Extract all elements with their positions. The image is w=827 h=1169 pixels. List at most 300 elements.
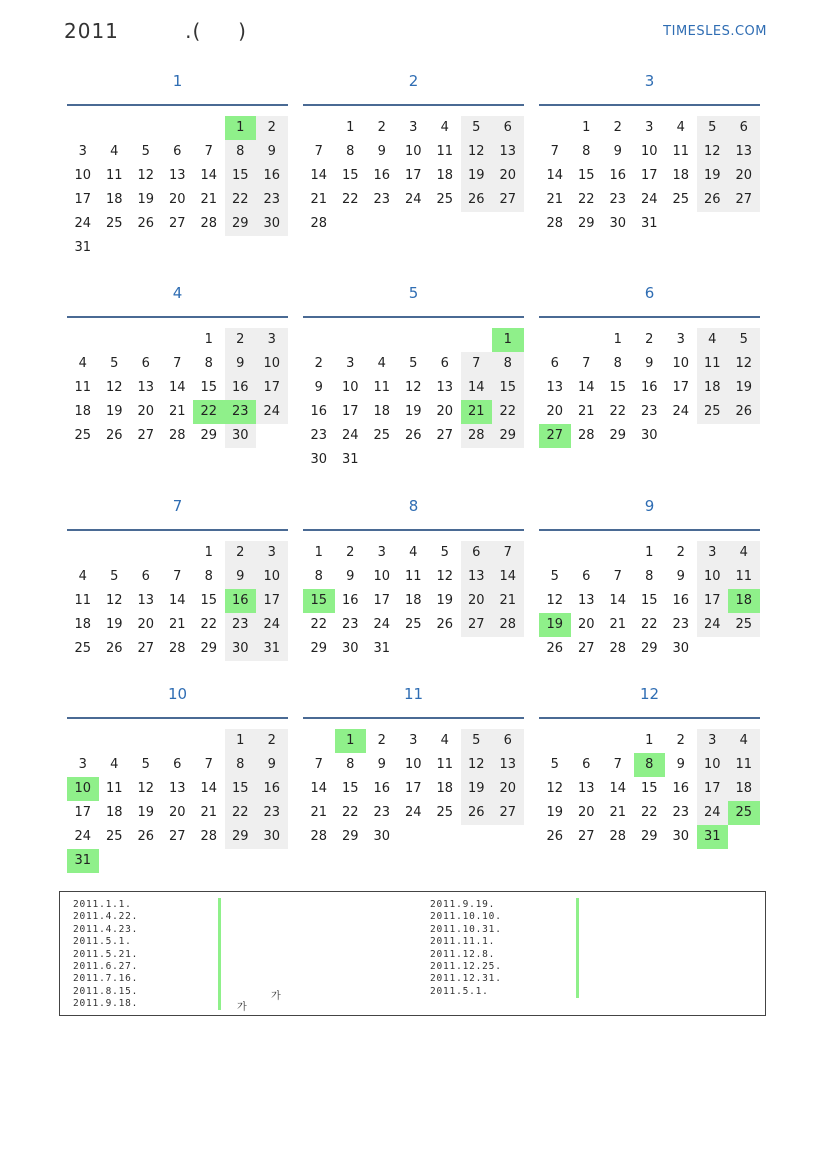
day-cell[interactable]: 13 <box>436 380 454 395</box>
holiday-day[interactable]: 21 <box>461 400 493 424</box>
day-cell[interactable]: 27 <box>492 188 524 212</box>
day-cell[interactable]: 9 <box>377 144 386 159</box>
day-cell[interactable]: 2 <box>377 733 386 748</box>
day-cell[interactable]: 4 <box>676 120 685 135</box>
day-cell[interactable]: 3 <box>697 541 729 565</box>
day-cell[interactable]: 4 <box>110 144 119 159</box>
day-cell[interactable]: 24 <box>373 617 391 632</box>
day-cell[interactable]: 29 <box>640 829 658 844</box>
day-cell[interactable]: 28 <box>310 829 328 844</box>
day-cell[interactable]: 18 <box>728 777 760 801</box>
day-cell[interactable]: 4 <box>728 541 760 565</box>
site-logo[interactable]: TIMESLES.COM <box>663 24 767 39</box>
day-cell[interactable]: 13 <box>461 565 493 589</box>
day-cell[interactable]: 5 <box>550 757 559 772</box>
day-cell[interactable]: 2 <box>613 120 622 135</box>
day-cell[interactable]: 20 <box>546 404 564 419</box>
day-cell[interactable]: 27 <box>461 613 493 637</box>
day-cell[interactable]: 26 <box>137 216 155 231</box>
day-cell[interactable]: 21 <box>310 805 328 820</box>
day-cell[interactable]: 23 <box>609 192 627 207</box>
day-cell[interactable]: 5 <box>110 356 119 371</box>
day-cell[interactable]: 9 <box>346 569 355 584</box>
day-cell[interactable]: 25 <box>436 805 454 820</box>
day-cell[interactable]: 9 <box>314 380 323 395</box>
day-cell[interactable]: 29 <box>492 424 524 448</box>
day-cell[interactable]: 28 <box>461 424 493 448</box>
day-cell[interactable]: 4 <box>409 545 418 560</box>
day-cell[interactable]: 19 <box>697 164 729 188</box>
day-cell[interactable]: 26 <box>697 188 729 212</box>
day-cell[interactable]: 24 <box>697 801 729 825</box>
day-cell[interactable]: 20 <box>577 805 595 820</box>
day-cell[interactable]: 10 <box>256 565 288 589</box>
day-cell[interactable]: 20 <box>461 589 493 613</box>
day-cell[interactable]: 21 <box>609 617 627 632</box>
day-cell[interactable]: 29 <box>225 825 257 849</box>
day-cell[interactable]: 24 <box>256 613 288 637</box>
day-cell[interactable]: 5 <box>728 328 760 352</box>
day-cell[interactable]: 12 <box>546 781 564 796</box>
day-cell[interactable]: 28 <box>609 829 627 844</box>
day-cell[interactable]: 6 <box>141 356 150 371</box>
day-cell[interactable]: 12 <box>137 781 155 796</box>
day-cell[interactable]: 30 <box>672 829 690 844</box>
holiday-day[interactable]: 22 <box>193 400 225 424</box>
day-cell[interactable]: 7 <box>613 569 622 584</box>
day-cell[interactable]: 16 <box>225 376 257 400</box>
day-cell[interactable]: 3 <box>78 144 87 159</box>
holiday-day[interactable]: 10 <box>67 777 99 801</box>
holiday-day[interactable]: 16 <box>225 589 257 613</box>
day-cell[interactable]: 30 <box>225 424 257 448</box>
day-cell[interactable]: 20 <box>492 777 524 801</box>
day-cell[interactable]: 22 <box>577 192 595 207</box>
day-cell[interactable]: 23 <box>640 404 658 419</box>
day-cell[interactable]: 21 <box>492 589 524 613</box>
day-cell[interactable]: 9 <box>645 356 654 371</box>
day-cell[interactable]: 24 <box>404 805 422 820</box>
day-cell[interactable]: 17 <box>640 168 658 183</box>
day-cell[interactable]: 11 <box>697 352 729 376</box>
day-cell[interactable]: 17 <box>697 589 729 613</box>
day-cell[interactable]: 9 <box>676 569 685 584</box>
day-cell[interactable]: 14 <box>577 380 595 395</box>
day-cell[interactable]: 6 <box>550 356 559 371</box>
day-cell[interactable]: 7 <box>550 144 559 159</box>
day-cell[interactable]: 8 <box>225 753 257 777</box>
day-cell[interactable]: 7 <box>314 757 323 772</box>
day-cell[interactable]: 9 <box>613 144 622 159</box>
day-cell[interactable]: 25 <box>373 428 391 443</box>
day-cell[interactable]: 12 <box>404 380 422 395</box>
day-cell[interactable]: 2 <box>676 545 685 560</box>
day-cell[interactable]: 3 <box>697 729 729 753</box>
day-cell[interactable]: 16 <box>672 593 690 608</box>
day-cell[interactable]: 7 <box>314 144 323 159</box>
day-cell[interactable]: 23 <box>373 192 391 207</box>
day-cell[interactable]: 5 <box>141 144 150 159</box>
day-cell[interactable]: 27 <box>577 829 595 844</box>
day-cell[interactable]: 18 <box>373 404 391 419</box>
day-cell[interactable]: 8 <box>613 356 622 371</box>
day-cell[interactable]: 12 <box>461 753 493 777</box>
day-cell[interactable]: 26 <box>105 428 123 443</box>
day-cell[interactable]: 28 <box>310 216 328 231</box>
holiday-day[interactable]: 31 <box>697 825 729 849</box>
day-cell[interactable]: 1 <box>204 545 213 560</box>
day-cell[interactable]: 5 <box>461 729 493 753</box>
day-cell[interactable]: 20 <box>492 164 524 188</box>
day-cell[interactable]: 3 <box>78 757 87 772</box>
day-cell[interactable]: 8 <box>225 140 257 164</box>
day-cell[interactable]: 25 <box>672 192 690 207</box>
day-cell[interactable]: 28 <box>546 216 564 231</box>
day-cell[interactable]: 14 <box>492 565 524 589</box>
day-cell[interactable]: 20 <box>137 617 155 632</box>
day-cell[interactable]: 27 <box>137 641 155 656</box>
day-cell[interactable]: 8 <box>645 569 654 584</box>
day-cell[interactable]: 15 <box>225 777 257 801</box>
day-cell[interactable]: 11 <box>74 593 92 608</box>
day-cell[interactable]: 3 <box>676 332 685 347</box>
day-cell[interactable]: 7 <box>173 356 182 371</box>
day-cell[interactable]: 11 <box>105 168 123 183</box>
day-cell[interactable]: 15 <box>640 593 658 608</box>
day-cell[interactable]: 4 <box>697 328 729 352</box>
day-cell[interactable]: 26 <box>137 829 155 844</box>
day-cell[interactable]: 25 <box>436 192 454 207</box>
day-cell[interactable]: 9 <box>225 565 257 589</box>
day-cell[interactable]: 26 <box>546 641 564 656</box>
day-cell[interactable]: 5 <box>697 116 729 140</box>
day-cell[interactable]: 7 <box>582 356 591 371</box>
day-cell[interactable]: 17 <box>404 168 422 183</box>
day-cell[interactable]: 19 <box>137 192 155 207</box>
day-cell[interactable]: 18 <box>404 593 422 608</box>
day-cell[interactable]: 8 <box>346 757 355 772</box>
day-cell[interactable]: 25 <box>697 400 729 424</box>
day-cell[interactable]: 27 <box>492 801 524 825</box>
day-cell[interactable]: 29 <box>200 428 218 443</box>
day-cell[interactable]: 24 <box>341 428 359 443</box>
day-cell[interactable]: 30 <box>672 641 690 656</box>
day-cell[interactable]: 3 <box>256 541 288 565</box>
day-cell[interactable]: 28 <box>168 641 186 656</box>
day-cell[interactable]: 10 <box>404 757 422 772</box>
day-cell[interactable]: 29 <box>200 641 218 656</box>
day-cell[interactable]: 27 <box>577 641 595 656</box>
day-cell[interactable]: 19 <box>137 805 155 820</box>
day-cell[interactable]: 20 <box>436 404 454 419</box>
day-cell[interactable]: 25 <box>105 216 123 231</box>
day-cell[interactable]: 5 <box>550 569 559 584</box>
day-cell[interactable]: 26 <box>105 641 123 656</box>
day-cell[interactable]: 4 <box>440 733 449 748</box>
day-cell[interactable]: 14 <box>200 781 218 796</box>
day-cell[interactable]: 29 <box>225 212 257 236</box>
day-cell[interactable]: 22 <box>609 404 627 419</box>
day-cell[interactable]: 19 <box>546 805 564 820</box>
day-cell[interactable]: 18 <box>436 781 454 796</box>
day-cell[interactable]: 19 <box>105 617 123 632</box>
day-cell[interactable]: 6 <box>582 757 591 772</box>
day-cell[interactable]: 13 <box>728 140 760 164</box>
day-cell[interactable]: 24 <box>256 400 288 424</box>
holiday-day[interactable]: 25 <box>728 801 760 825</box>
day-cell[interactable]: 21 <box>546 192 564 207</box>
day-cell[interactable]: 30 <box>225 637 257 661</box>
day-cell[interactable]: 15 <box>609 380 627 395</box>
day-cell[interactable]: 13 <box>546 380 564 395</box>
day-cell[interactable]: 10 <box>672 356 690 371</box>
holiday-day[interactable]: 8 <box>634 753 666 777</box>
day-cell[interactable]: 10 <box>697 753 729 777</box>
day-cell[interactable]: 26 <box>436 617 454 632</box>
day-cell[interactable]: 15 <box>200 593 218 608</box>
day-cell[interactable]: 12 <box>436 569 454 584</box>
day-cell[interactable]: 7 <box>492 541 524 565</box>
day-cell[interactable]: 28 <box>492 613 524 637</box>
day-cell[interactable]: 14 <box>310 781 328 796</box>
day-cell[interactable]: 19 <box>461 164 493 188</box>
day-cell[interactable]: 3 <box>256 328 288 352</box>
day-cell[interactable]: 11 <box>436 757 454 772</box>
day-cell[interactable]: 25 <box>74 428 92 443</box>
day-cell[interactable]: 17 <box>373 593 391 608</box>
day-cell[interactable]: 22 <box>640 805 658 820</box>
day-cell[interactable]: 4 <box>78 356 87 371</box>
day-cell[interactable]: 29 <box>341 829 359 844</box>
day-cell[interactable]: 15 <box>577 168 595 183</box>
day-cell[interactable]: 3 <box>409 733 418 748</box>
day-cell[interactable]: 20 <box>168 192 186 207</box>
day-cell[interactable]: 7 <box>613 757 622 772</box>
day-cell[interactable]: 9 <box>225 352 257 376</box>
day-cell[interactable]: 16 <box>256 164 288 188</box>
day-cell[interactable]: 27 <box>168 829 186 844</box>
day-cell[interactable]: 31 <box>341 452 359 467</box>
day-cell[interactable]: 11 <box>404 569 422 584</box>
day-cell[interactable]: 1 <box>613 332 622 347</box>
day-cell[interactable]: 11 <box>436 144 454 159</box>
day-cell[interactable]: 2 <box>676 733 685 748</box>
holiday-day[interactable]: 1 <box>335 729 367 753</box>
day-cell[interactable]: 11 <box>728 565 760 589</box>
day-cell[interactable]: 15 <box>640 781 658 796</box>
day-cell[interactable]: 30 <box>373 829 391 844</box>
day-cell[interactable]: 16 <box>341 593 359 608</box>
day-cell[interactable]: 15 <box>341 168 359 183</box>
day-cell[interactable]: 22 <box>341 805 359 820</box>
day-cell[interactable]: 7 <box>461 352 493 376</box>
day-cell[interactable]: 23 <box>310 428 328 443</box>
day-cell[interactable]: 21 <box>168 617 186 632</box>
day-cell[interactable]: 2 <box>225 328 257 352</box>
holiday-day[interactable]: 1 <box>225 116 257 140</box>
day-cell[interactable]: 18 <box>436 168 454 183</box>
day-cell[interactable]: 4 <box>728 729 760 753</box>
day-cell[interactable]: 1 <box>645 545 654 560</box>
day-cell[interactable]: 7 <box>204 757 213 772</box>
day-cell[interactable]: 4 <box>78 569 87 584</box>
day-cell[interactable]: 30 <box>310 452 328 467</box>
day-cell[interactable]: 24 <box>640 192 658 207</box>
day-cell[interactable]: 6 <box>141 569 150 584</box>
day-cell[interactable]: 17 <box>74 192 92 207</box>
day-cell[interactable]: 21 <box>577 404 595 419</box>
day-cell[interactable]: 14 <box>461 376 493 400</box>
day-cell[interactable]: 2 <box>346 545 355 560</box>
day-cell[interactable]: 21 <box>310 192 328 207</box>
day-cell[interactable]: 1 <box>346 120 355 135</box>
day-cell[interactable]: 25 <box>74 641 92 656</box>
day-cell[interactable]: 8 <box>582 144 591 159</box>
day-cell[interactable]: 26 <box>461 188 493 212</box>
day-cell[interactable]: 6 <box>461 541 493 565</box>
day-cell[interactable]: 3 <box>645 120 654 135</box>
day-cell[interactable]: 22 <box>225 801 257 825</box>
day-cell[interactable]: 10 <box>404 144 422 159</box>
day-cell[interactable]: 15 <box>200 380 218 395</box>
holiday-day[interactable]: 15 <box>303 589 335 613</box>
day-cell[interactable]: 10 <box>341 380 359 395</box>
day-cell[interactable]: 7 <box>204 144 213 159</box>
day-cell[interactable]: 31 <box>373 641 391 656</box>
day-cell[interactable]: 6 <box>440 356 449 371</box>
day-cell[interactable]: 5 <box>409 356 418 371</box>
day-cell[interactable]: 18 <box>105 805 123 820</box>
day-cell[interactable]: 18 <box>672 168 690 183</box>
day-cell[interactable]: 14 <box>168 593 186 608</box>
holiday-day[interactable]: 1 <box>492 328 524 352</box>
day-cell[interactable]: 8 <box>492 352 524 376</box>
day-cell[interactable]: 28 <box>200 216 218 231</box>
day-cell[interactable]: 30 <box>256 825 288 849</box>
day-cell[interactable]: 14 <box>609 593 627 608</box>
day-cell[interactable]: 18 <box>697 376 729 400</box>
day-cell[interactable]: 13 <box>168 781 186 796</box>
day-cell[interactable]: 28 <box>609 641 627 656</box>
day-cell[interactable]: 31 <box>640 216 658 231</box>
day-cell[interactable]: 28 <box>577 428 595 443</box>
day-cell[interactable]: 8 <box>346 144 355 159</box>
day-cell[interactable]: 10 <box>640 144 658 159</box>
day-cell[interactable]: 9 <box>256 140 288 164</box>
day-cell[interactable]: 26 <box>728 400 760 424</box>
day-cell[interactable]: 23 <box>256 801 288 825</box>
day-cell[interactable]: 1 <box>204 332 213 347</box>
day-cell[interactable]: 24 <box>74 216 92 231</box>
day-cell[interactable]: 2 <box>225 541 257 565</box>
day-cell[interactable]: 10 <box>373 569 391 584</box>
day-cell[interactable]: 27 <box>436 428 454 443</box>
day-cell[interactable]: 5 <box>461 116 493 140</box>
day-cell[interactable]: 24 <box>672 404 690 419</box>
day-cell[interactable]: 14 <box>546 168 564 183</box>
day-cell[interactable]: 8 <box>204 356 213 371</box>
day-cell[interactable]: 15 <box>492 376 524 400</box>
holiday-day[interactable]: 23 <box>225 400 257 424</box>
day-cell[interactable]: 30 <box>609 216 627 231</box>
day-cell[interactable]: 1 <box>225 729 257 753</box>
day-cell[interactable]: 1 <box>645 733 654 748</box>
day-cell[interactable]: 31 <box>256 637 288 661</box>
day-cell[interactable]: 17 <box>74 805 92 820</box>
day-cell[interactable]: 12 <box>728 352 760 376</box>
day-cell[interactable]: 12 <box>105 380 123 395</box>
day-cell[interactable]: 23 <box>341 617 359 632</box>
day-cell[interactable]: 29 <box>310 641 328 656</box>
day-cell[interactable]: 13 <box>492 753 524 777</box>
day-cell[interactable]: 23 <box>672 617 690 632</box>
day-cell[interactable]: 24 <box>697 613 729 637</box>
day-cell[interactable]: 9 <box>256 753 288 777</box>
day-cell[interactable]: 4 <box>110 757 119 772</box>
day-cell[interactable]: 6 <box>173 144 182 159</box>
day-cell[interactable]: 3 <box>346 356 355 371</box>
day-cell[interactable]: 18 <box>74 404 92 419</box>
day-cell[interactable]: 23 <box>256 188 288 212</box>
holiday-day[interactable]: 31 <box>67 849 99 873</box>
day-cell[interactable]: 16 <box>672 781 690 796</box>
day-cell[interactable]: 13 <box>577 593 595 608</box>
day-cell[interactable]: 15 <box>341 781 359 796</box>
day-cell[interactable]: 30 <box>256 212 288 236</box>
day-cell[interactable]: 10 <box>697 565 729 589</box>
day-cell[interactable]: 30 <box>640 428 658 443</box>
day-cell[interactable]: 14 <box>168 380 186 395</box>
day-cell[interactable]: 16 <box>310 404 328 419</box>
day-cell[interactable]: 9 <box>676 757 685 772</box>
day-cell[interactable]: 11 <box>105 781 123 796</box>
day-cell[interactable]: 6 <box>173 757 182 772</box>
day-cell[interactable]: 24 <box>74 829 92 844</box>
day-cell[interactable]: 21 <box>168 404 186 419</box>
day-cell[interactable]: 3 <box>409 120 418 135</box>
day-cell[interactable]: 14 <box>310 168 328 183</box>
day-cell[interactable]: 27 <box>728 188 760 212</box>
day-cell[interactable]: 27 <box>137 428 155 443</box>
day-cell[interactable]: 1 <box>314 545 323 560</box>
day-cell[interactable]: 17 <box>256 589 288 613</box>
day-cell[interactable]: 11 <box>373 380 391 395</box>
day-cell[interactable]: 12 <box>461 140 493 164</box>
day-cell[interactable]: 30 <box>341 641 359 656</box>
day-cell[interactable]: 13 <box>577 781 595 796</box>
day-cell[interactable]: 12 <box>697 140 729 164</box>
day-cell[interactable]: 25 <box>404 617 422 632</box>
day-cell[interactable]: 26 <box>461 801 493 825</box>
day-cell[interactable]: 26 <box>404 428 422 443</box>
day-cell[interactable]: 20 <box>577 617 595 632</box>
holiday-day[interactable]: 19 <box>539 613 571 637</box>
day-cell[interactable]: 22 <box>200 617 218 632</box>
day-cell[interactable]: 22 <box>640 617 658 632</box>
day-cell[interactable]: 16 <box>373 781 391 796</box>
day-cell[interactable]: 5 <box>440 545 449 560</box>
day-cell[interactable]: 6 <box>582 569 591 584</box>
day-cell[interactable]: 25 <box>105 829 123 844</box>
day-cell[interactable]: 23 <box>672 805 690 820</box>
day-cell[interactable]: 19 <box>461 777 493 801</box>
day-cell[interactable]: 31 <box>74 240 92 255</box>
day-cell[interactable]: 21 <box>200 805 218 820</box>
day-cell[interactable]: 23 <box>373 805 391 820</box>
day-cell[interactable]: 22 <box>492 400 524 424</box>
day-cell[interactable]: 8 <box>204 569 213 584</box>
day-cell[interactable]: 13 <box>492 140 524 164</box>
